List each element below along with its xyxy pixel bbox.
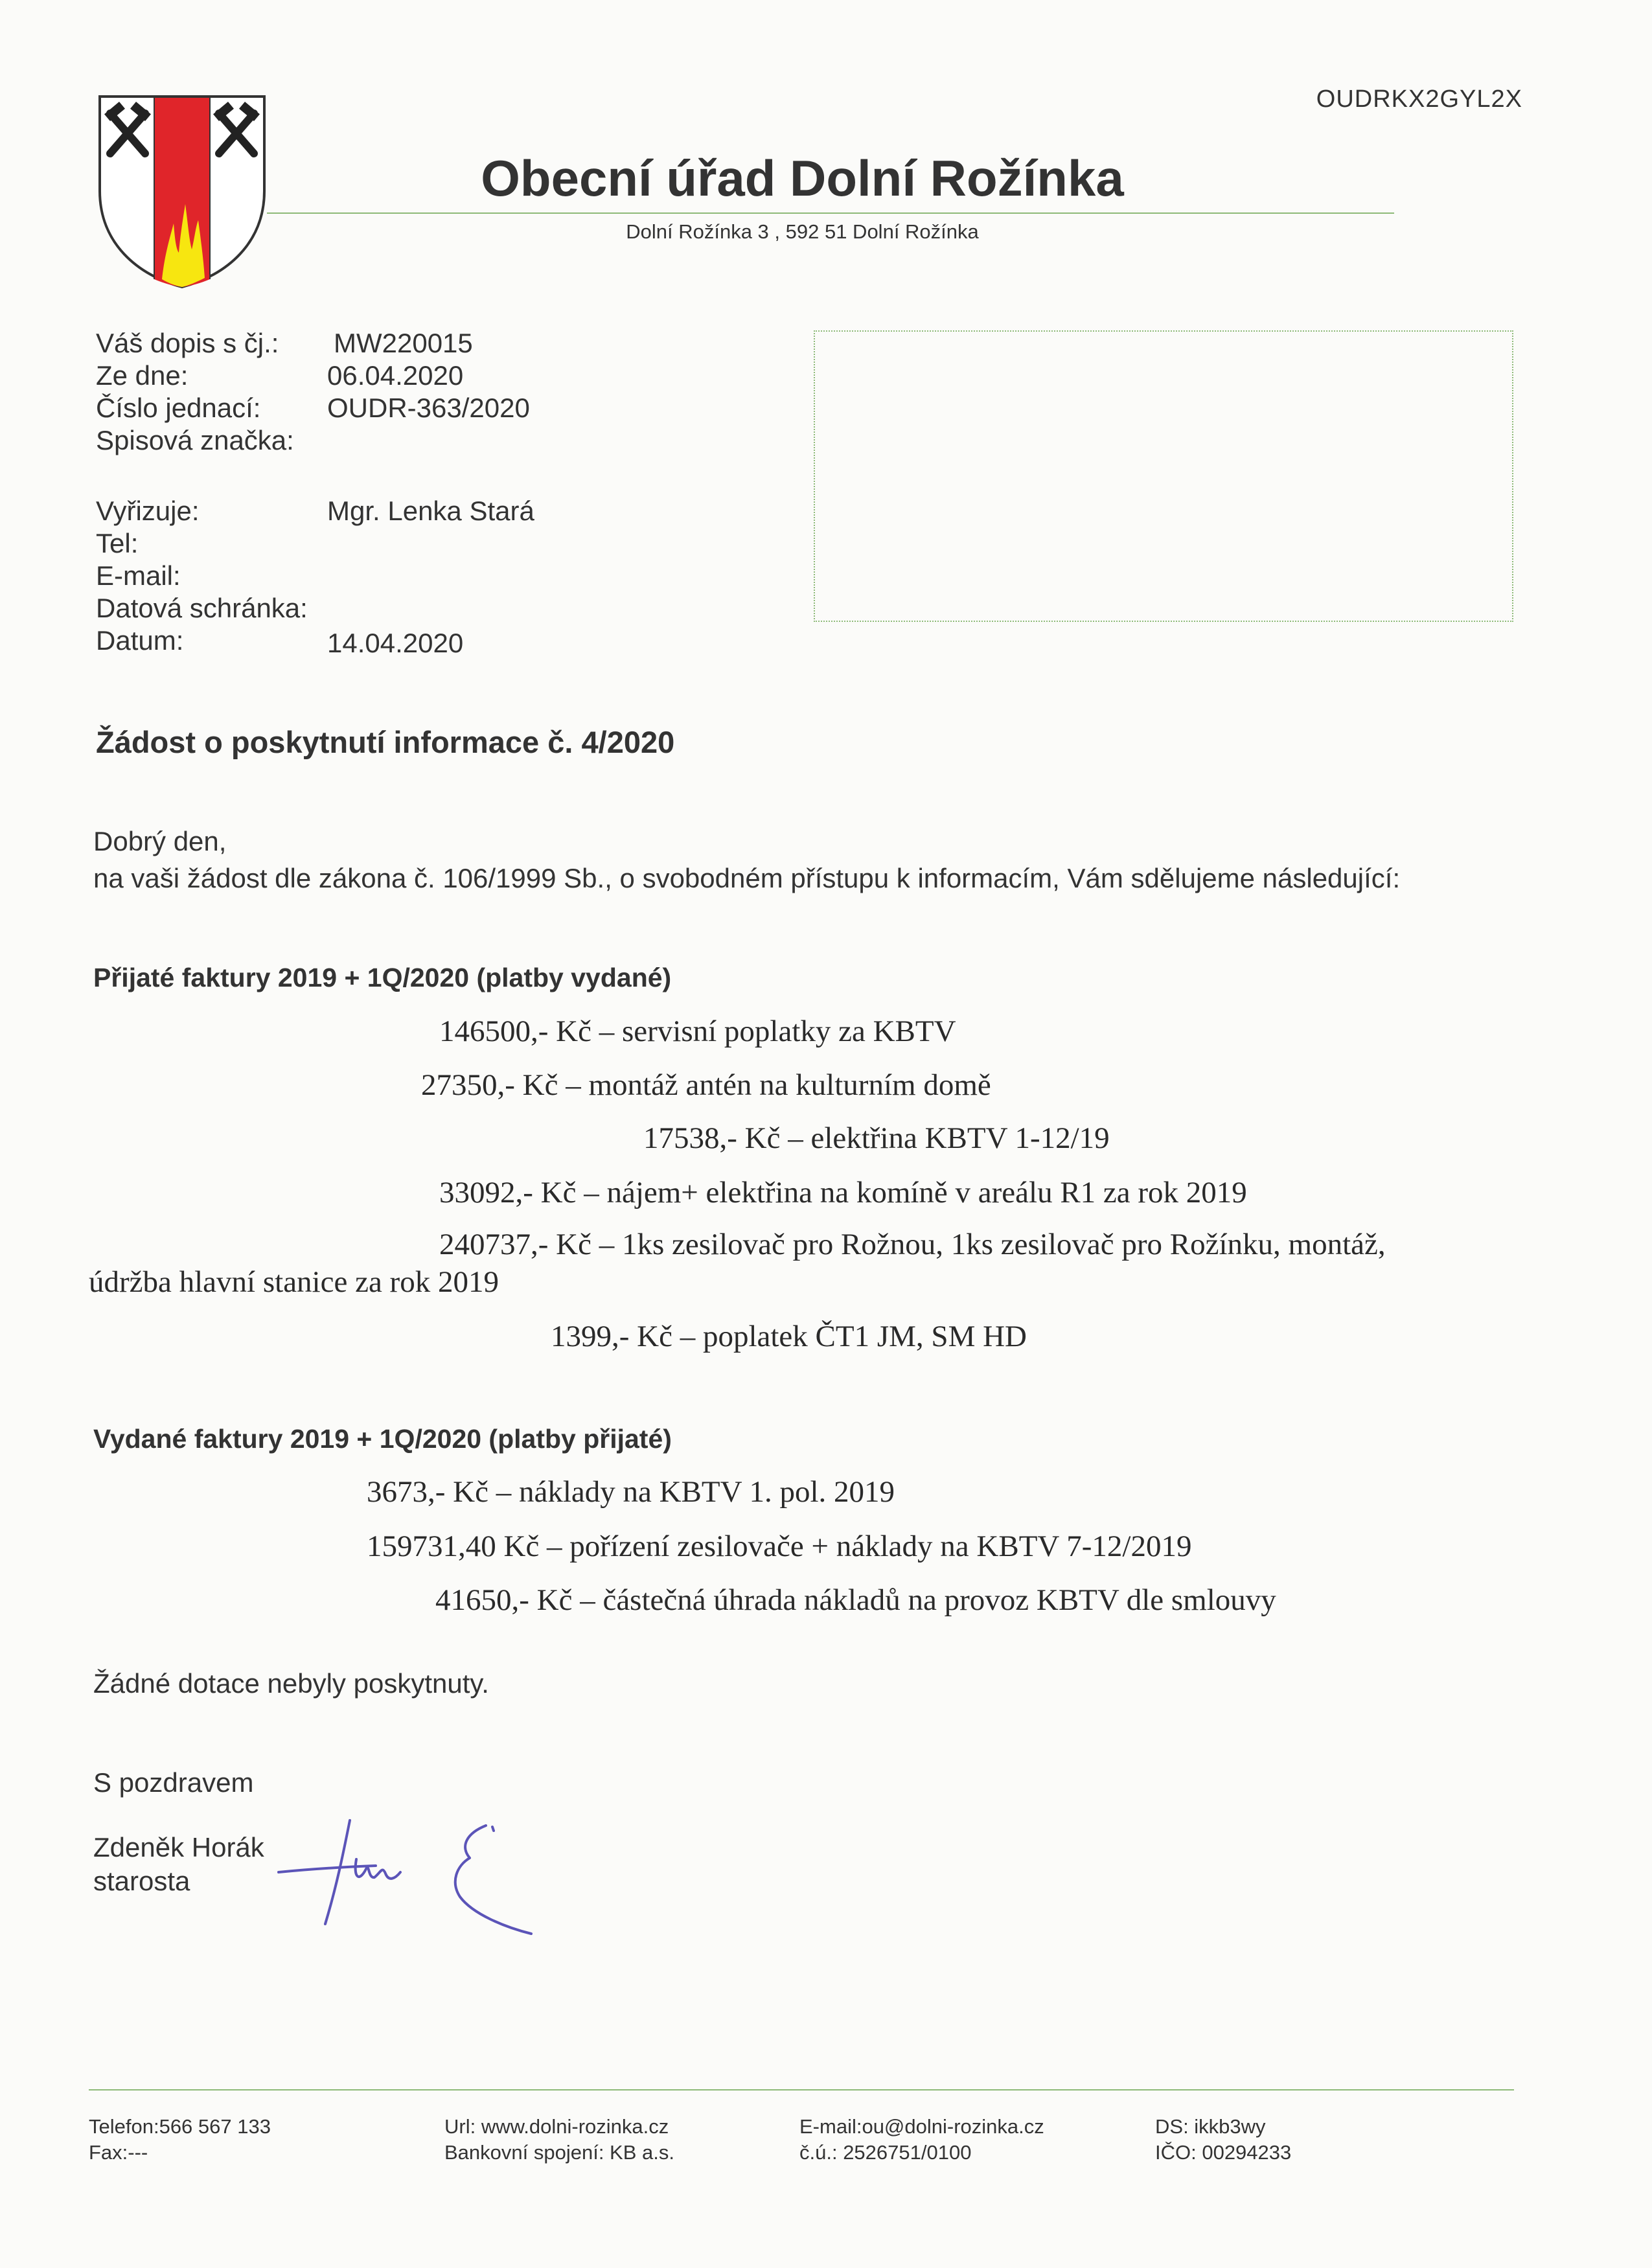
issued-invoices-heading: Vydané faktury 2019 + 1Q/2020 (platby přijaté) bbox=[93, 1424, 672, 1454]
office-address: Dolní Rožínka 3 , 592 51 Dolní Rožínka bbox=[626, 220, 979, 243]
footer-account: č.ú.: 2526751/0100 bbox=[799, 2141, 972, 2164]
footer-divider bbox=[89, 2089, 1514, 2090]
ref-number-label: Číslo jednací: bbox=[96, 393, 261, 423]
header-divider bbox=[267, 212, 1394, 214]
signatory-name: Zdeněk Horák bbox=[93, 1832, 264, 1862]
received-item-continuation: údržba hlavní stanice za rok 2019 bbox=[89, 1265, 499, 1299]
tel-label: Tel: bbox=[96, 528, 139, 558]
office-title: Obecní úřad Dolní Rožínka bbox=[481, 150, 1124, 207]
footer-ico: IČO: 00294233 bbox=[1155, 2141, 1292, 2164]
received-item: 146500,- Kč – servisní poplatky za KBTV bbox=[439, 1014, 956, 1048]
signatory-title: starosta bbox=[93, 1866, 190, 1896]
footer-url: Url: www.dolni-rozinka.cz bbox=[444, 2115, 669, 2138]
closing-salutation: S pozdravem bbox=[93, 1767, 254, 1798]
handled-by-value: Mgr. Lenka Stará bbox=[327, 496, 534, 526]
date-of-value: 06.04.2020 bbox=[327, 360, 464, 391]
document-code: OUDRKX2GYL2X bbox=[1316, 86, 1522, 113]
received-item: 17538,- Kč – elektřina KBTV 1-12/19 bbox=[643, 1121, 1110, 1155]
footer-email: E-mail:ou@dolni-rozinka.cz bbox=[799, 2115, 1044, 2138]
handwritten-signature bbox=[272, 1807, 544, 1950]
received-item: 1399,- Kč – poplatek ČT1 JM, SM HD bbox=[551, 1320, 1027, 1353]
greeting: Dobrý den, bbox=[93, 826, 227, 856]
databox-label: Datová schránka: bbox=[96, 593, 308, 623]
file-mark-label: Spisová značka: bbox=[96, 425, 294, 455]
no-subsidies-note: Žádné dotace nebyly poskytnuty. bbox=[93, 1668, 489, 1699]
footer-bank: Bankovní spojení: KB a.s. bbox=[444, 2141, 674, 2164]
date-label: Datum: bbox=[96, 625, 184, 656]
received-item: 27350,- Kč – montáž antén na kulturním domě bbox=[421, 1068, 991, 1102]
subject-heading: Žádost o poskytnutí informace č. 4/2020 bbox=[96, 725, 675, 759]
footer-databox: DS: ikkb3wy bbox=[1155, 2115, 1266, 2138]
issued-item: 159731,40 Kč – pořízení zesilovače + náklady na KBTV 7-12/2019 bbox=[367, 1529, 1192, 1563]
your-letter-label: Váš dopis s čj.: bbox=[96, 328, 279, 358]
issued-item: 3673,- Kč – náklady na KBTV 1. pol. 2019 bbox=[367, 1475, 895, 1509]
your-letter-value: MW220015 bbox=[334, 328, 473, 358]
handled-by-label: Vyřizuje: bbox=[96, 496, 200, 526]
received-invoices-heading: Přijaté faktury 2019 + 1Q/2020 (platby vydané) bbox=[93, 963, 672, 992]
date-value: 14.04.2020 bbox=[327, 628, 464, 658]
recipient-address-box bbox=[814, 330, 1513, 622]
ref-number-value: OUDR-363/2020 bbox=[327, 393, 530, 423]
received-item: 240737,- Kč – 1ks zesilovač pro Rožnou, 1ks zesilovač pro Rožínku, montáž, bbox=[439, 1228, 1386, 1261]
issued-item: 41650,- Kč – částečná úhrada nákladů na provoz KBTV dle smlouvy bbox=[435, 1583, 1276, 1617]
footer-phone: Telefon:566 567 133 bbox=[89, 2115, 271, 2138]
intro-paragraph: na vaši žádost dle zákona č. 106/1999 Sb., o svobodném přístupu k informacím, Vám sdělujeme následující: bbox=[93, 863, 1401, 893]
received-item: 33092,- Kč – nájem+ elektřina na komíně v areálu R1 za rok 2019 bbox=[439, 1176, 1247, 1209]
email-label: E-mail: bbox=[96, 560, 181, 591]
date-of-label: Ze dne: bbox=[96, 360, 189, 391]
footer-fax: Fax:--- bbox=[89, 2141, 148, 2164]
